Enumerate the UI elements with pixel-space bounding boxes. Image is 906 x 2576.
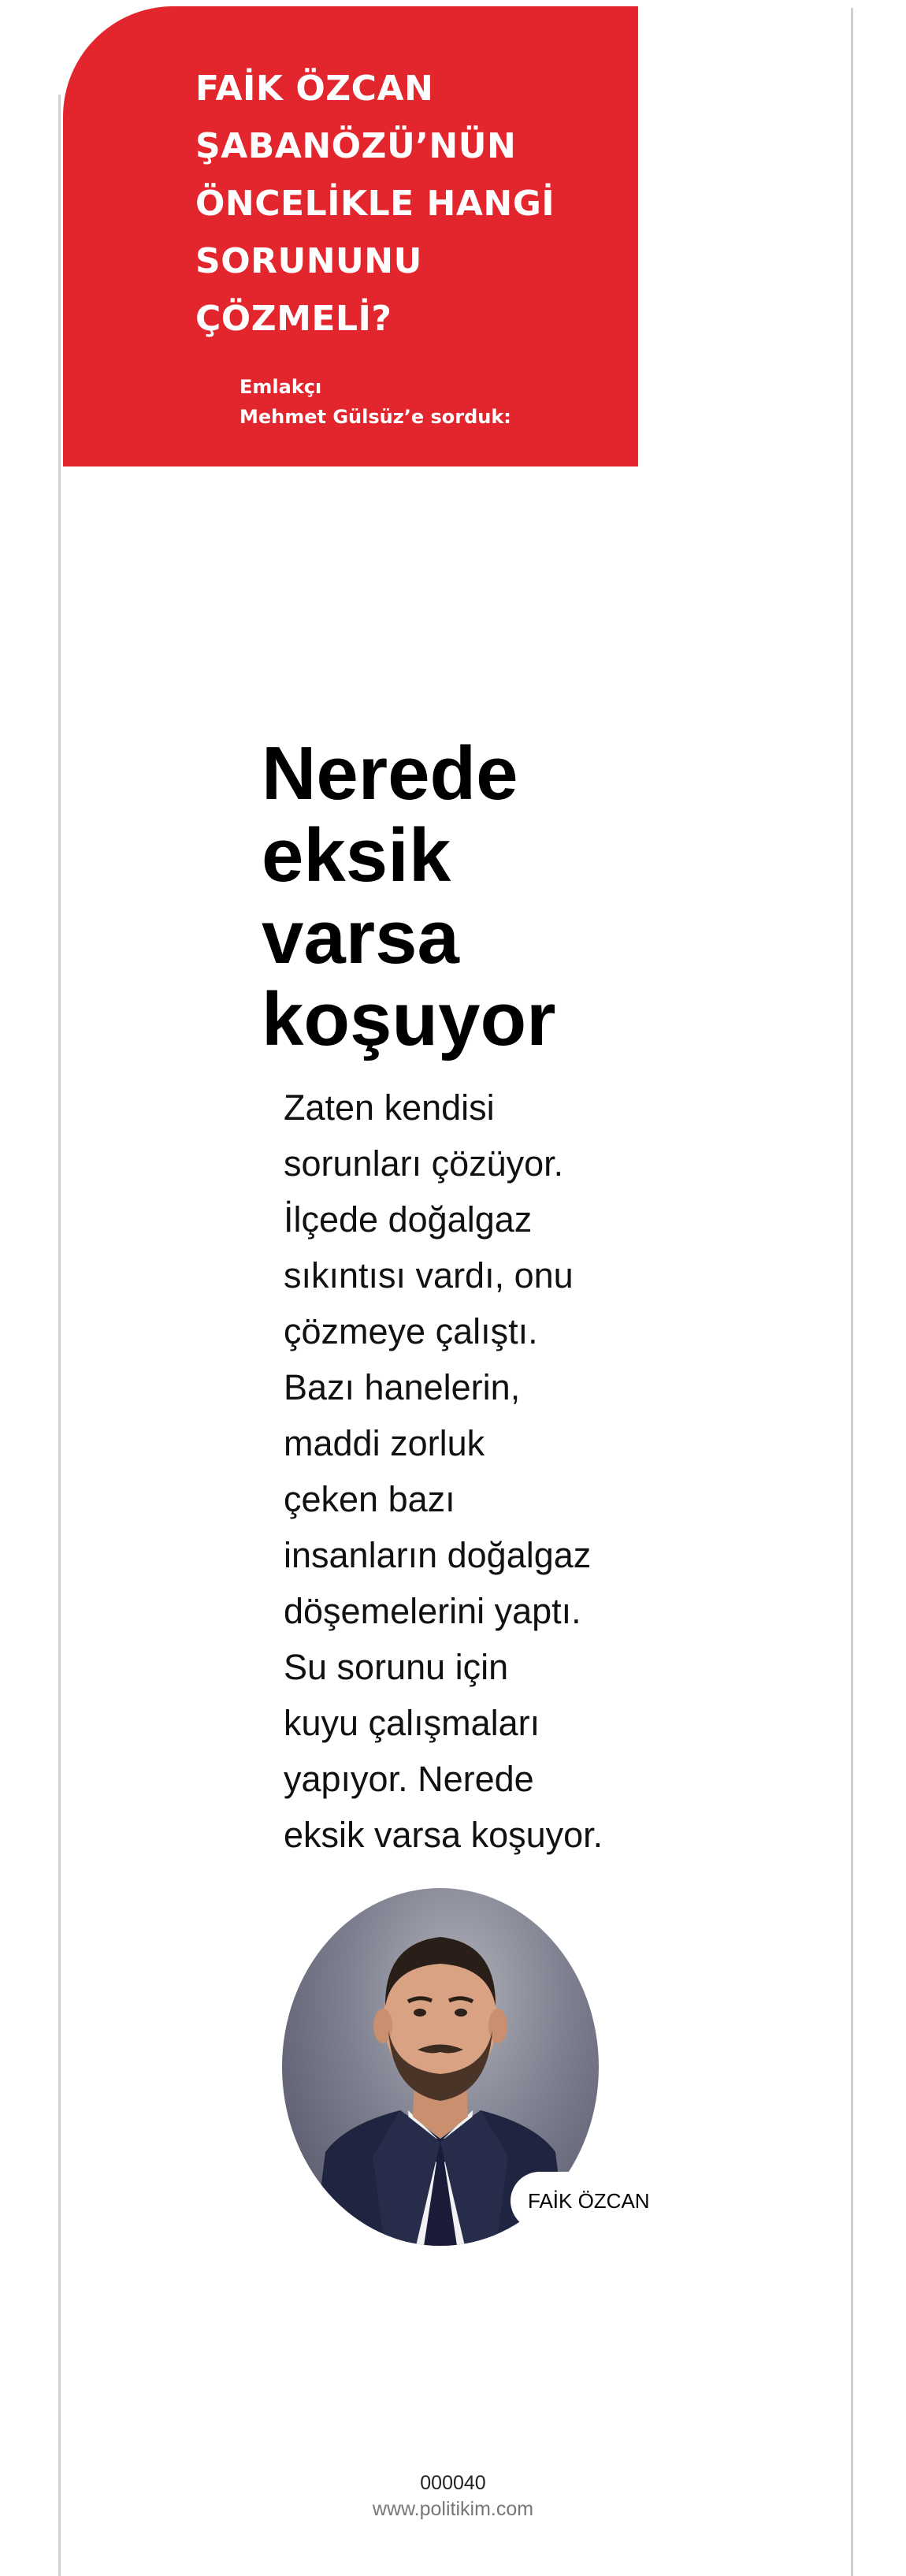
question-banner	[63, 6, 638, 467]
interviewee-credit: Emlakçı Mehmet Gülsüz’e sorduk:	[239, 376, 511, 428]
portrait-name: FAİK ÖZCAN	[528, 2188, 650, 2213]
website-url: www.politikim.com	[372, 2498, 534, 2520]
left-column-rule	[58, 95, 61, 2576]
article-headline: Nerede eksik varsa koşuyor	[262, 731, 556, 1061]
article-body: Zaten kendisi sorunları çözüyor. İlçede doğalgaz sıkıntısı vardı, onu çözmeye çalıştı. Bazı hanelerin, maddi zorluk çeken bazı insanların doğalgaz döşemelerini yaptı. Su sorunu için kuyu çalışmaları yapıyor. Nerede eksik varsa koşuyor.	[284, 1087, 603, 1855]
page-number: 000040	[420, 2472, 486, 2494]
right-column-rule	[851, 8, 853, 2576]
question-title: FAİK ÖZCAN ŞABANÖZÜ’NÜN ÖNCELİKLE HANGİ SORUNUNU ÇÖZMELİ?	[195, 69, 555, 339]
portrait-name-tag	[511, 2172, 667, 2230]
